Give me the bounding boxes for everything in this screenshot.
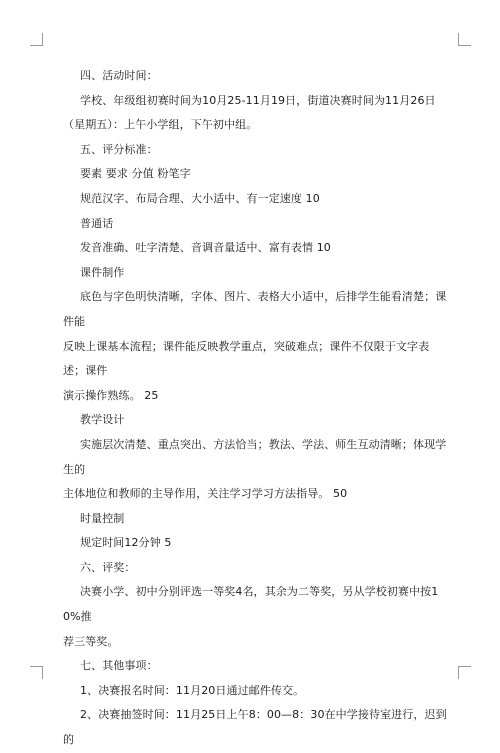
crop-mark-bottom-left <box>30 666 43 679</box>
scoring-category: 教学设计 <box>80 413 125 427</box>
list-item: 2、决赛抽签时间：11月25日上午8：00—8：30在中学接待室进行，迟到的 <box>63 708 447 747</box>
scoring-row: 规定时间12分钟 5 <box>80 536 172 550</box>
crop-mark-bottom-right <box>458 666 471 679</box>
scoring-category: 普通话 <box>80 216 114 230</box>
scoring-table-header: 要素 要求 分值 粉笔字 <box>80 167 191 181</box>
scoring-row: 实施层次清楚、重点突出、方法恰当；教法、学法、师生互动清晰；体现学生的 <box>63 437 447 476</box>
heading-other-matters: 七、其他事项： <box>80 659 158 673</box>
paragraph-line: 决赛小学、初中分别评选一等奖4名，其余为二等奖，另从学校初赛中按10%推 <box>63 585 439 624</box>
scoring-category: 时量控制 <box>80 511 125 525</box>
heading-scoring-standard: 五、评分标准： <box>80 142 158 156</box>
crop-mark-top-right <box>458 33 471 46</box>
scoring-row: 规范汉字、布局合理、大小适中、有一定速度 10 <box>80 191 320 205</box>
list-item: 1、决赛报名时间：11月20日通过邮件传交。 <box>80 683 305 697</box>
heading-activity-time: 四、活动时间： <box>80 69 158 82</box>
scoring-category: 课件制作 <box>80 265 125 279</box>
paragraph-line: 学校、年级组初赛时间为10月25-11月19日，街道决赛时间为11月26日 <box>80 93 436 107</box>
crop-mark-top-left <box>30 33 43 46</box>
paragraph-line: 荐三等奖。 <box>63 634 119 648</box>
scoring-row: 主体地位和教师的主导作用，关注学习学习方法指导。 50 <box>63 487 348 501</box>
scoring-row: 发音准确、吐字清楚、音调音量适中、富有表情 10 <box>80 241 331 255</box>
scoring-row: 反映上课基本流程；课件能反映教学重点，突破难点；课件不仅限于文字表述；课件 <box>63 339 430 378</box>
scoring-row: 底色与字色明快清晰，字体、图片、表格大小适中，后排学生能看清楚；课件能 <box>63 290 447 328</box>
scoring-row: 演示操作熟练。 25 <box>63 388 159 402</box>
document-body <box>63 64 449 753</box>
paragraph-line: （星期五）：上午小学组，下午初中组。 <box>63 118 258 132</box>
heading-awards: 六、评奖： <box>80 560 136 574</box>
